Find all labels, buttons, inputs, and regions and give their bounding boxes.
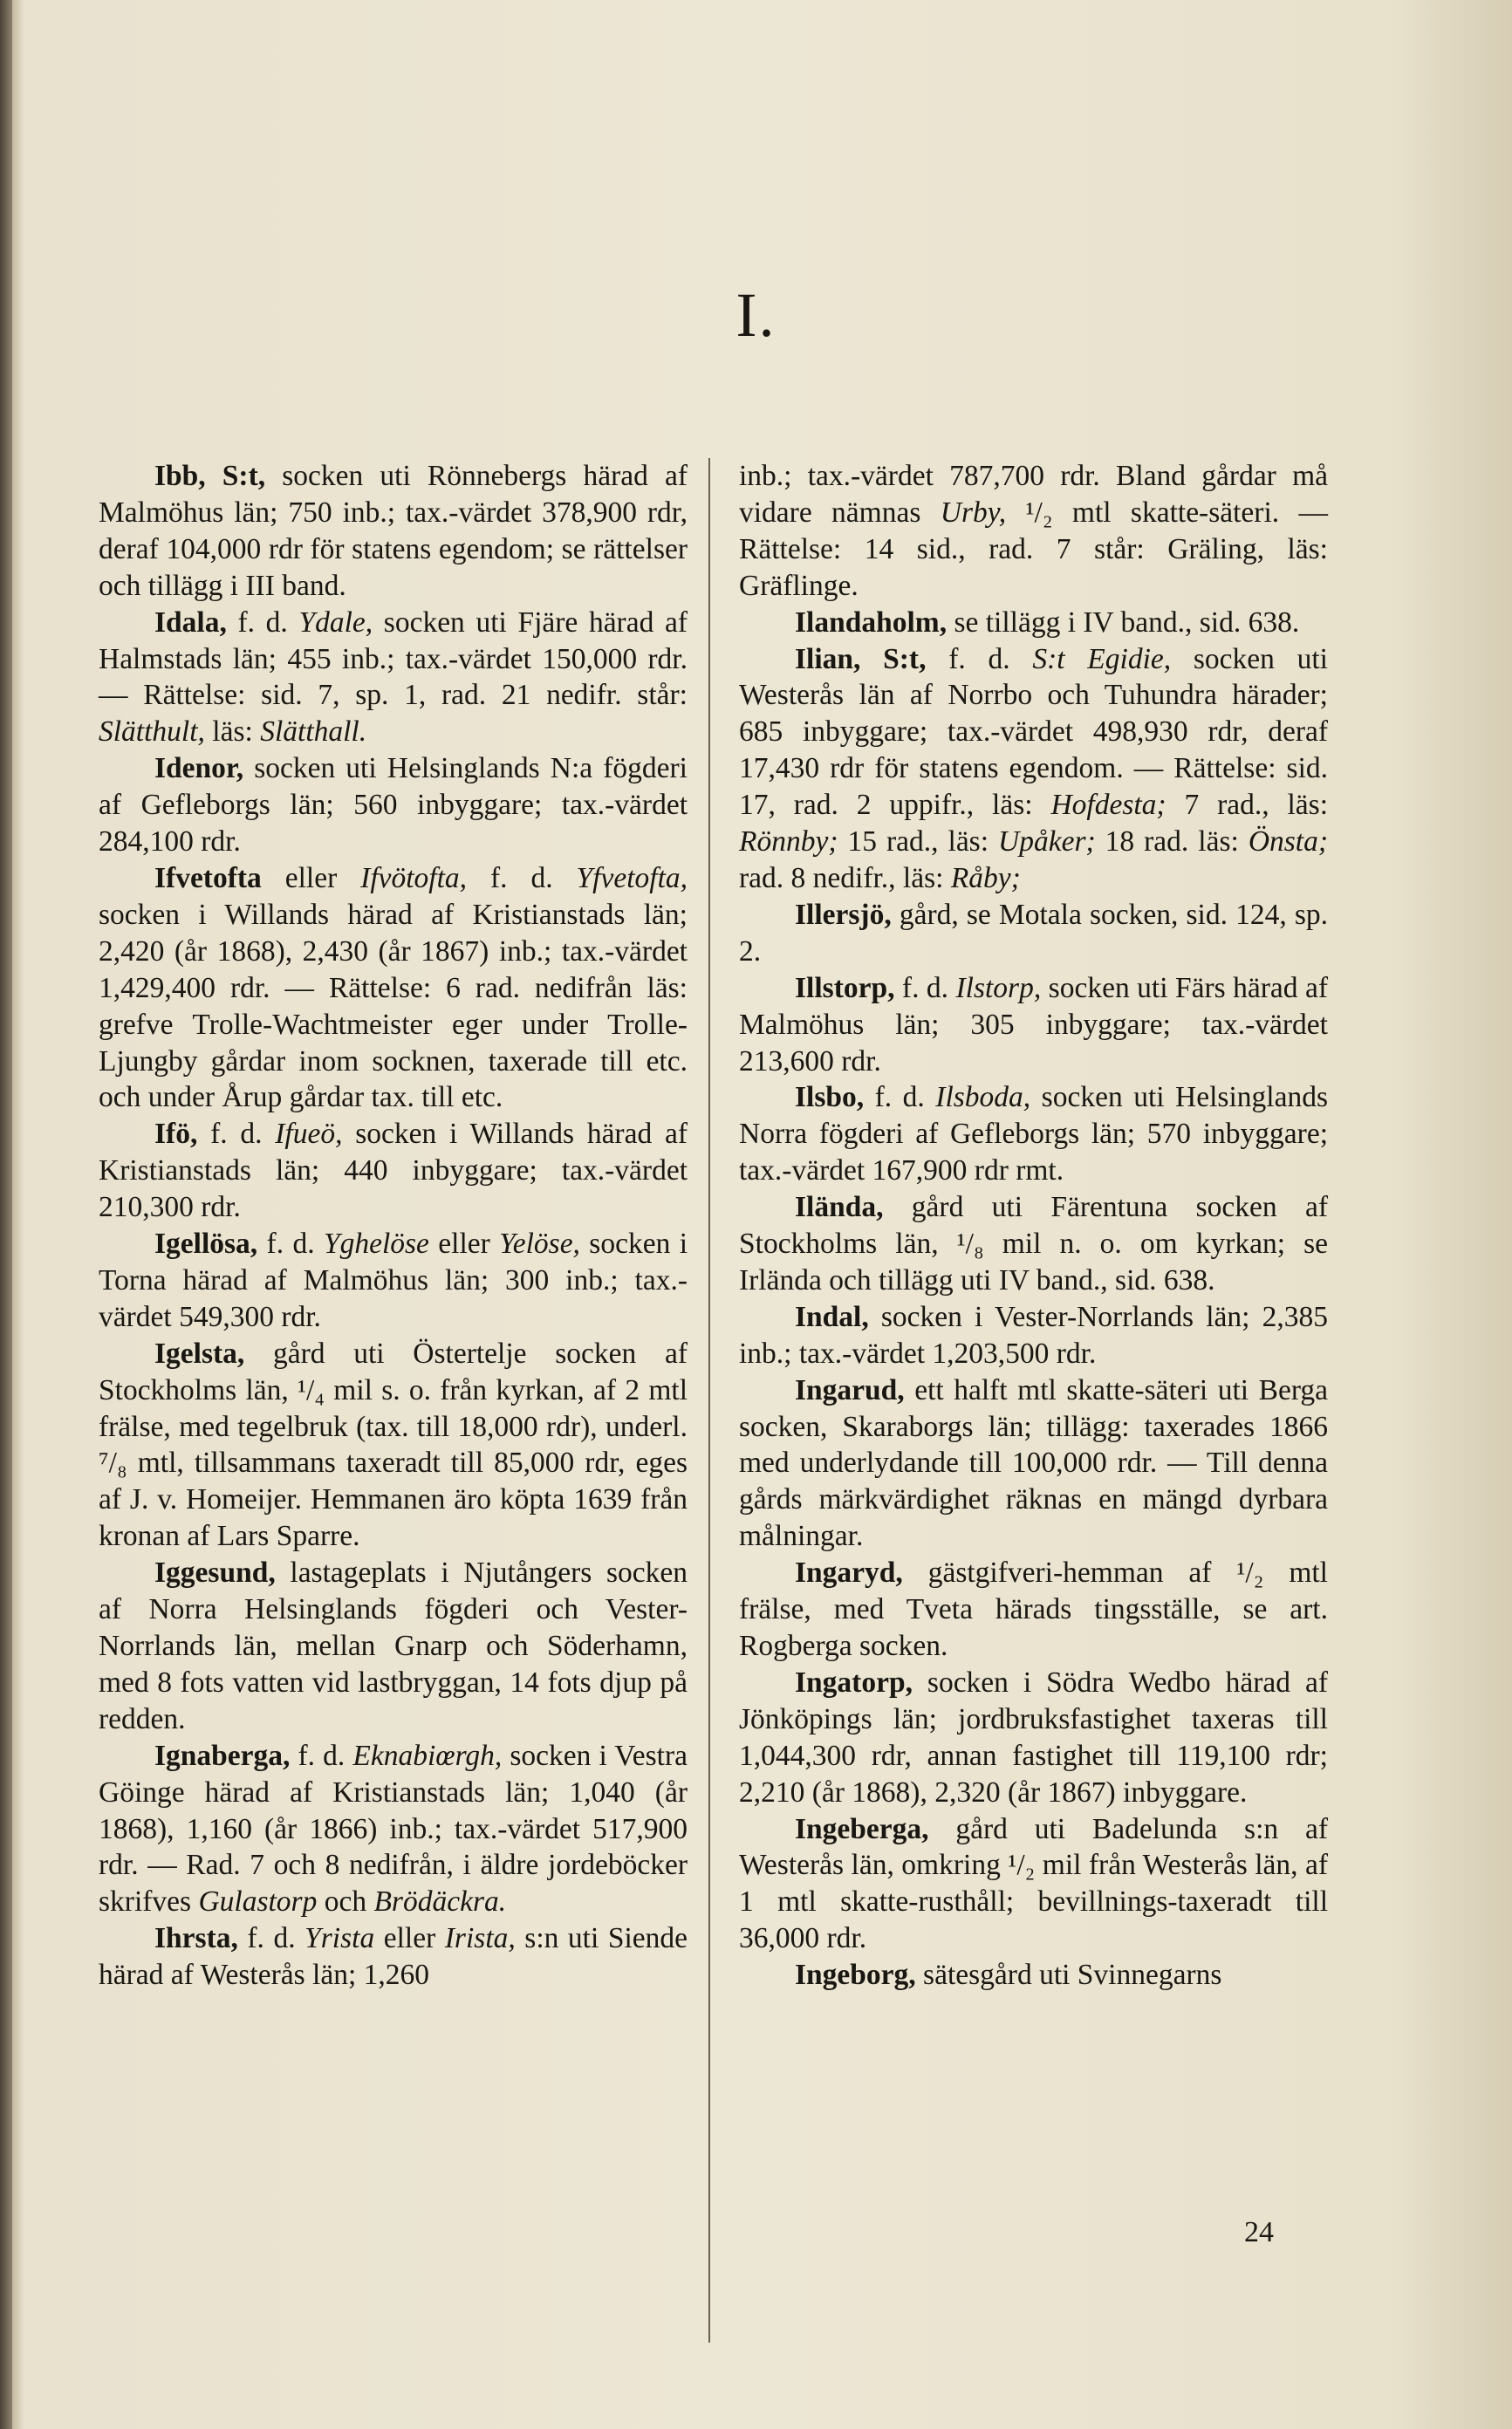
section-letter-header: I. bbox=[735, 280, 777, 350]
entry-headword: Ibb, S:t, bbox=[154, 460, 266, 492]
italic-name: Önsta; bbox=[1248, 825, 1329, 859]
entry-headword: Ihrsta, bbox=[154, 1922, 238, 1955]
italic-name: Ilsboda, bbox=[935, 1081, 1031, 1114]
italic-name: Yrista bbox=[304, 1922, 375, 1955]
dictionary-entry bbox=[739, 970, 1328, 1080]
book-spine-shadow bbox=[0, 0, 12, 2429]
entry-headword: Ifvetofta bbox=[154, 861, 262, 894]
dictionary-entry bbox=[739, 1811, 1328, 1958]
italic-name: Yelöse, bbox=[499, 1228, 580, 1261]
italic-name: Irista, bbox=[444, 1922, 516, 1955]
entry-text: gård uti Färentuna socken af Stockholms län, ¹/₈ mil n. o. om kyrkan; se Irlända och tillägg uti IV band., sid. 638. bbox=[739, 1191, 1328, 1297]
entry-headword: Ingatorp, bbox=[795, 1666, 913, 1699]
dictionary-entry bbox=[739, 897, 1328, 970]
entry-text: ¹/₂ mtl skatte-säteri. — Rättelse: 14 sid., rad. 7 står: Gräling, läs: Gräflinge. bbox=[739, 496, 1328, 602]
entry-headword: Idenor, bbox=[154, 752, 244, 785]
entry-text: socken i Willands härad af Kristianstads län; 440 inbyggare; tax.-värdet 210,300 rdr. bbox=[99, 1118, 688, 1224]
entry-text: socken i Torna härad af Malmöhus län; 300 inb.; tax.-värdet 549,300 rdr. bbox=[99, 1228, 688, 1333]
entry-headword: Ilsbo, bbox=[795, 1081, 865, 1114]
entry-text: socken uti Helsinglands N:a fögderi af Gefleborgs län; 560 inbyggare; tax.-värdet 284,100 rdr. bbox=[99, 752, 688, 859]
entry-text: f. d. bbox=[894, 971, 956, 1004]
entry-text: se tillägg i IV band., sid. 638. bbox=[947, 606, 1300, 639]
dictionary-entry bbox=[739, 605, 1328, 641]
entry-text: socken uti Fjäre härad af Halmstads län; 455 inb.; tax.-värdet 150,000 rdr. — Rättelse: sid. 7, sp. 1, rad. 21 nedifr. står: bbox=[99, 606, 688, 712]
entry-text: socken uti Westerås län af Norrbo och Tuhundra härader; 685 inbyggare; tax.-värdet 498,930 rdr, deraf 17,430 rdr för statens egendom. — Rättelse: sid. 17, rad. 2 uppifr., läs: bbox=[739, 642, 1328, 822]
entry-text: socken i Vestra Göinge härad af Kristianstads län; 1,040 (år 1868), 1,160 (år 1866) inb.; tax.-värdet 517,900 rdr. — Rad. 7 och 8 nedifrån, i äldre jordeböcker skrifves bbox=[99, 1739, 688, 1919]
italic-name: Råby; bbox=[950, 861, 1021, 894]
entry-headword: Ingeberga, bbox=[795, 1812, 929, 1845]
entry-text: socken i Willands härad af Kristianstads län; 2,420 (år 1868), 2,430 (år 1867) inb.; tax.-värdet 1,429,400 rdr. — Rättelse: 6 rad. nedifrån läs: grefve Trolle-Wachtmeister eger under Trolle-Ljungby gårdar inom socknen, taxerade till etc. och under Årup gårdar tax. till etc. bbox=[99, 898, 688, 1114]
entry-text: socken uti Färs härad af Malmöhus län; 305 inbyggare; tax.-värdet 213,600 rdr. bbox=[739, 971, 1328, 1078]
entry-text: inb.; tax.-värdet 787,700 rdr. Bland gårdar må vidare nämnas bbox=[739, 460, 1328, 529]
entry-text: 15 rad., läs: bbox=[838, 825, 999, 859]
entry-headword: Ifö, bbox=[154, 1118, 198, 1151]
entry-text: f. d. bbox=[467, 861, 577, 894]
entry-text: ett halft mtl skatte-säteri uti Berga socken, Skaraborgs län; tillägg: taxerades 1866 med underlydande till 100,000 rdr. — Till denna gårds märkvärdighet räknas en mängd dyrbara målningar. bbox=[739, 1373, 1328, 1553]
italic-name: Rönnby; bbox=[739, 825, 838, 859]
entry-headword: Illersjö, bbox=[795, 898, 892, 931]
entry-text: socken i Södra Wedbo härad af Jönköpings län; jordbruksfastighet taxeras till 1,044,300 rdr, annan fastighet till 119,100 rdr; 2,210 (år 1868), 2,320 (år 1867) inbyggare. bbox=[739, 1666, 1328, 1809]
column-divider bbox=[708, 458, 710, 2343]
dictionary-entry bbox=[99, 1738, 688, 1921]
right-column bbox=[739, 458, 1328, 1994]
entry-text: s:n uti Siende härad af Westerås län; 1,260 bbox=[99, 1922, 688, 1992]
italic-name: Eknabiœrgh, bbox=[352, 1739, 503, 1772]
entry-text: 7 rad., läs: bbox=[1166, 789, 1328, 822]
dictionary-entry bbox=[99, 750, 688, 860]
dictionary-entry bbox=[99, 1226, 688, 1336]
italic-name: Ifvötofta, bbox=[360, 861, 468, 894]
dictionary-entry bbox=[739, 1555, 1328, 1665]
italic-name: Brödäckra. bbox=[373, 1885, 507, 1919]
entry-headword: Ingeborg, bbox=[795, 1959, 916, 1992]
dictionary-entry bbox=[99, 860, 688, 1116]
entry-text: f. d. bbox=[290, 1739, 353, 1772]
dictionary-entry bbox=[99, 1920, 688, 1994]
dictionary-entry bbox=[99, 1336, 688, 1555]
entry-text: f. d. bbox=[926, 642, 1033, 675]
entry-headword: Illstorp, bbox=[795, 971, 895, 1004]
entry-text: f. d. bbox=[197, 1118, 276, 1151]
entry-text: rad. 8 nedifr., läs: bbox=[739, 861, 951, 894]
entry-headword: Ignaberga, bbox=[154, 1739, 291, 1772]
dictionary-entry bbox=[739, 641, 1328, 897]
italic-name: Gulastorp bbox=[198, 1885, 318, 1919]
entry-text: eller bbox=[261, 861, 361, 894]
italic-name: Ydale, bbox=[298, 606, 373, 639]
entry-text: f. d. bbox=[864, 1081, 936, 1114]
italic-name: Ifueö, bbox=[275, 1118, 343, 1151]
entry-text: 18 rad. läs: bbox=[1095, 825, 1249, 859]
entry-text: f. d. bbox=[237, 1922, 305, 1955]
entry-headword: Igellösa, bbox=[154, 1228, 258, 1261]
entry-headword: Idala, bbox=[154, 606, 227, 639]
italic-name: S:t Egidie, bbox=[1032, 642, 1172, 675]
italic-name: Yghelöse bbox=[323, 1228, 429, 1261]
dictionary-entry bbox=[739, 1189, 1328, 1299]
italic-name: Upåker; bbox=[998, 825, 1096, 859]
dictionary-entry bbox=[739, 1957, 1328, 1994]
left-column bbox=[99, 458, 688, 1994]
entry-headword: Iggesund, bbox=[154, 1557, 276, 1590]
entry-text: socken i Vester-Norrlands län; 2,385 inb.; tax.-värdet 1,203,500 rdr. bbox=[739, 1300, 1328, 1370]
entry-headword: Ingarud, bbox=[795, 1373, 905, 1406]
dictionary-entry bbox=[99, 1116, 688, 1226]
entry-text: socken uti Rönnebergs härad af Malmöhus län; 750 inb.; tax.-värdet 378,900 rdr, deraf 104,000 rdr för statens egendom; se rättelser och tillägg i III band. bbox=[99, 460, 688, 602]
page-number: 24 bbox=[1244, 2216, 1274, 2248]
entry-text: socken uti Helsinglands Norra fögderi af Gefleborgs län; 570 inbyggare; tax.-värdet 167,900 rdr rmt. bbox=[739, 1081, 1328, 1187]
dictionary-entry bbox=[739, 1299, 1328, 1372]
entry-text: gästgifveri-hemman af ¹/₂ mtl frälse, med Tveta härads tingsställe, se art. Rogberga socken. bbox=[739, 1557, 1328, 1662]
entry-headword: Ingaryd, bbox=[795, 1557, 903, 1590]
dictionary-entry bbox=[99, 458, 688, 605]
italic-name: Urby, bbox=[940, 496, 1007, 529]
entry-text: och bbox=[317, 1885, 374, 1919]
entry-text: gård uti Östertelje socken af Stockholms län, ¹/₄ mil s. o. från kyrkan, af 2 mtl frälse, med tegelbruk (tax. till 18,000 rdr), underl. ⁷/₈ mtl, tillsammans taxeradt till 85,000 rdr, eges af J. v. Homeijer. Hemmanen äro köpta 1639 från kronan af Lars Sparre. bbox=[99, 1337, 688, 1553]
entry-text: eller bbox=[374, 1922, 445, 1955]
entry-text: eller bbox=[428, 1228, 500, 1261]
entry-text: sätesgård uti Svinnegarns bbox=[915, 1959, 1222, 1992]
dictionary-entry bbox=[99, 1555, 688, 1738]
entry-text: gård uti Badelunda s:n af Westerås län, omkring ¹/₂ mil från Westerås län, af 1 mtl skatte-rusthåll; bevillnings-taxeradt till 36,000 rdr. bbox=[739, 1812, 1328, 1955]
entry-text: läs: bbox=[204, 715, 261, 749]
dictionary-entry bbox=[739, 1665, 1328, 1811]
dictionary-entry bbox=[99, 605, 688, 751]
entry-text: f. d. bbox=[226, 606, 299, 639]
entry-headword: Ilända, bbox=[795, 1191, 884, 1224]
entry-text: lastageplats i Njutångers socken af Norra Helsinglands fögderi och Vester-Norrlands län, mellan Gnarp och Söderhamn, med 8 fots vatten vid lastbryggan, 14 fots djup på redden. bbox=[99, 1557, 688, 1735]
dictionary-entry bbox=[739, 458, 1328, 605]
italic-name: Yfvetofta, bbox=[576, 861, 688, 894]
entry-text: f. d. bbox=[257, 1228, 324, 1261]
dictionary-entry bbox=[739, 1079, 1328, 1189]
entry-headword: Igelsta, bbox=[154, 1337, 245, 1370]
entry-headword: Ilandaholm, bbox=[795, 606, 948, 639]
italic-name: Ilstorp, bbox=[955, 971, 1042, 1004]
italic-name: Slätthall. bbox=[260, 715, 367, 749]
italic-name: Slätthult, bbox=[99, 715, 205, 749]
italic-name: Hofdesta; bbox=[1050, 789, 1166, 822]
entry-text: gård, se Motala socken, sid. 124, sp. 2. bbox=[739, 898, 1328, 968]
dictionary-entry bbox=[739, 1372, 1328, 1556]
entry-headword: Ilian, S:t, bbox=[795, 642, 927, 675]
entry-headword: Indal, bbox=[795, 1300, 869, 1333]
